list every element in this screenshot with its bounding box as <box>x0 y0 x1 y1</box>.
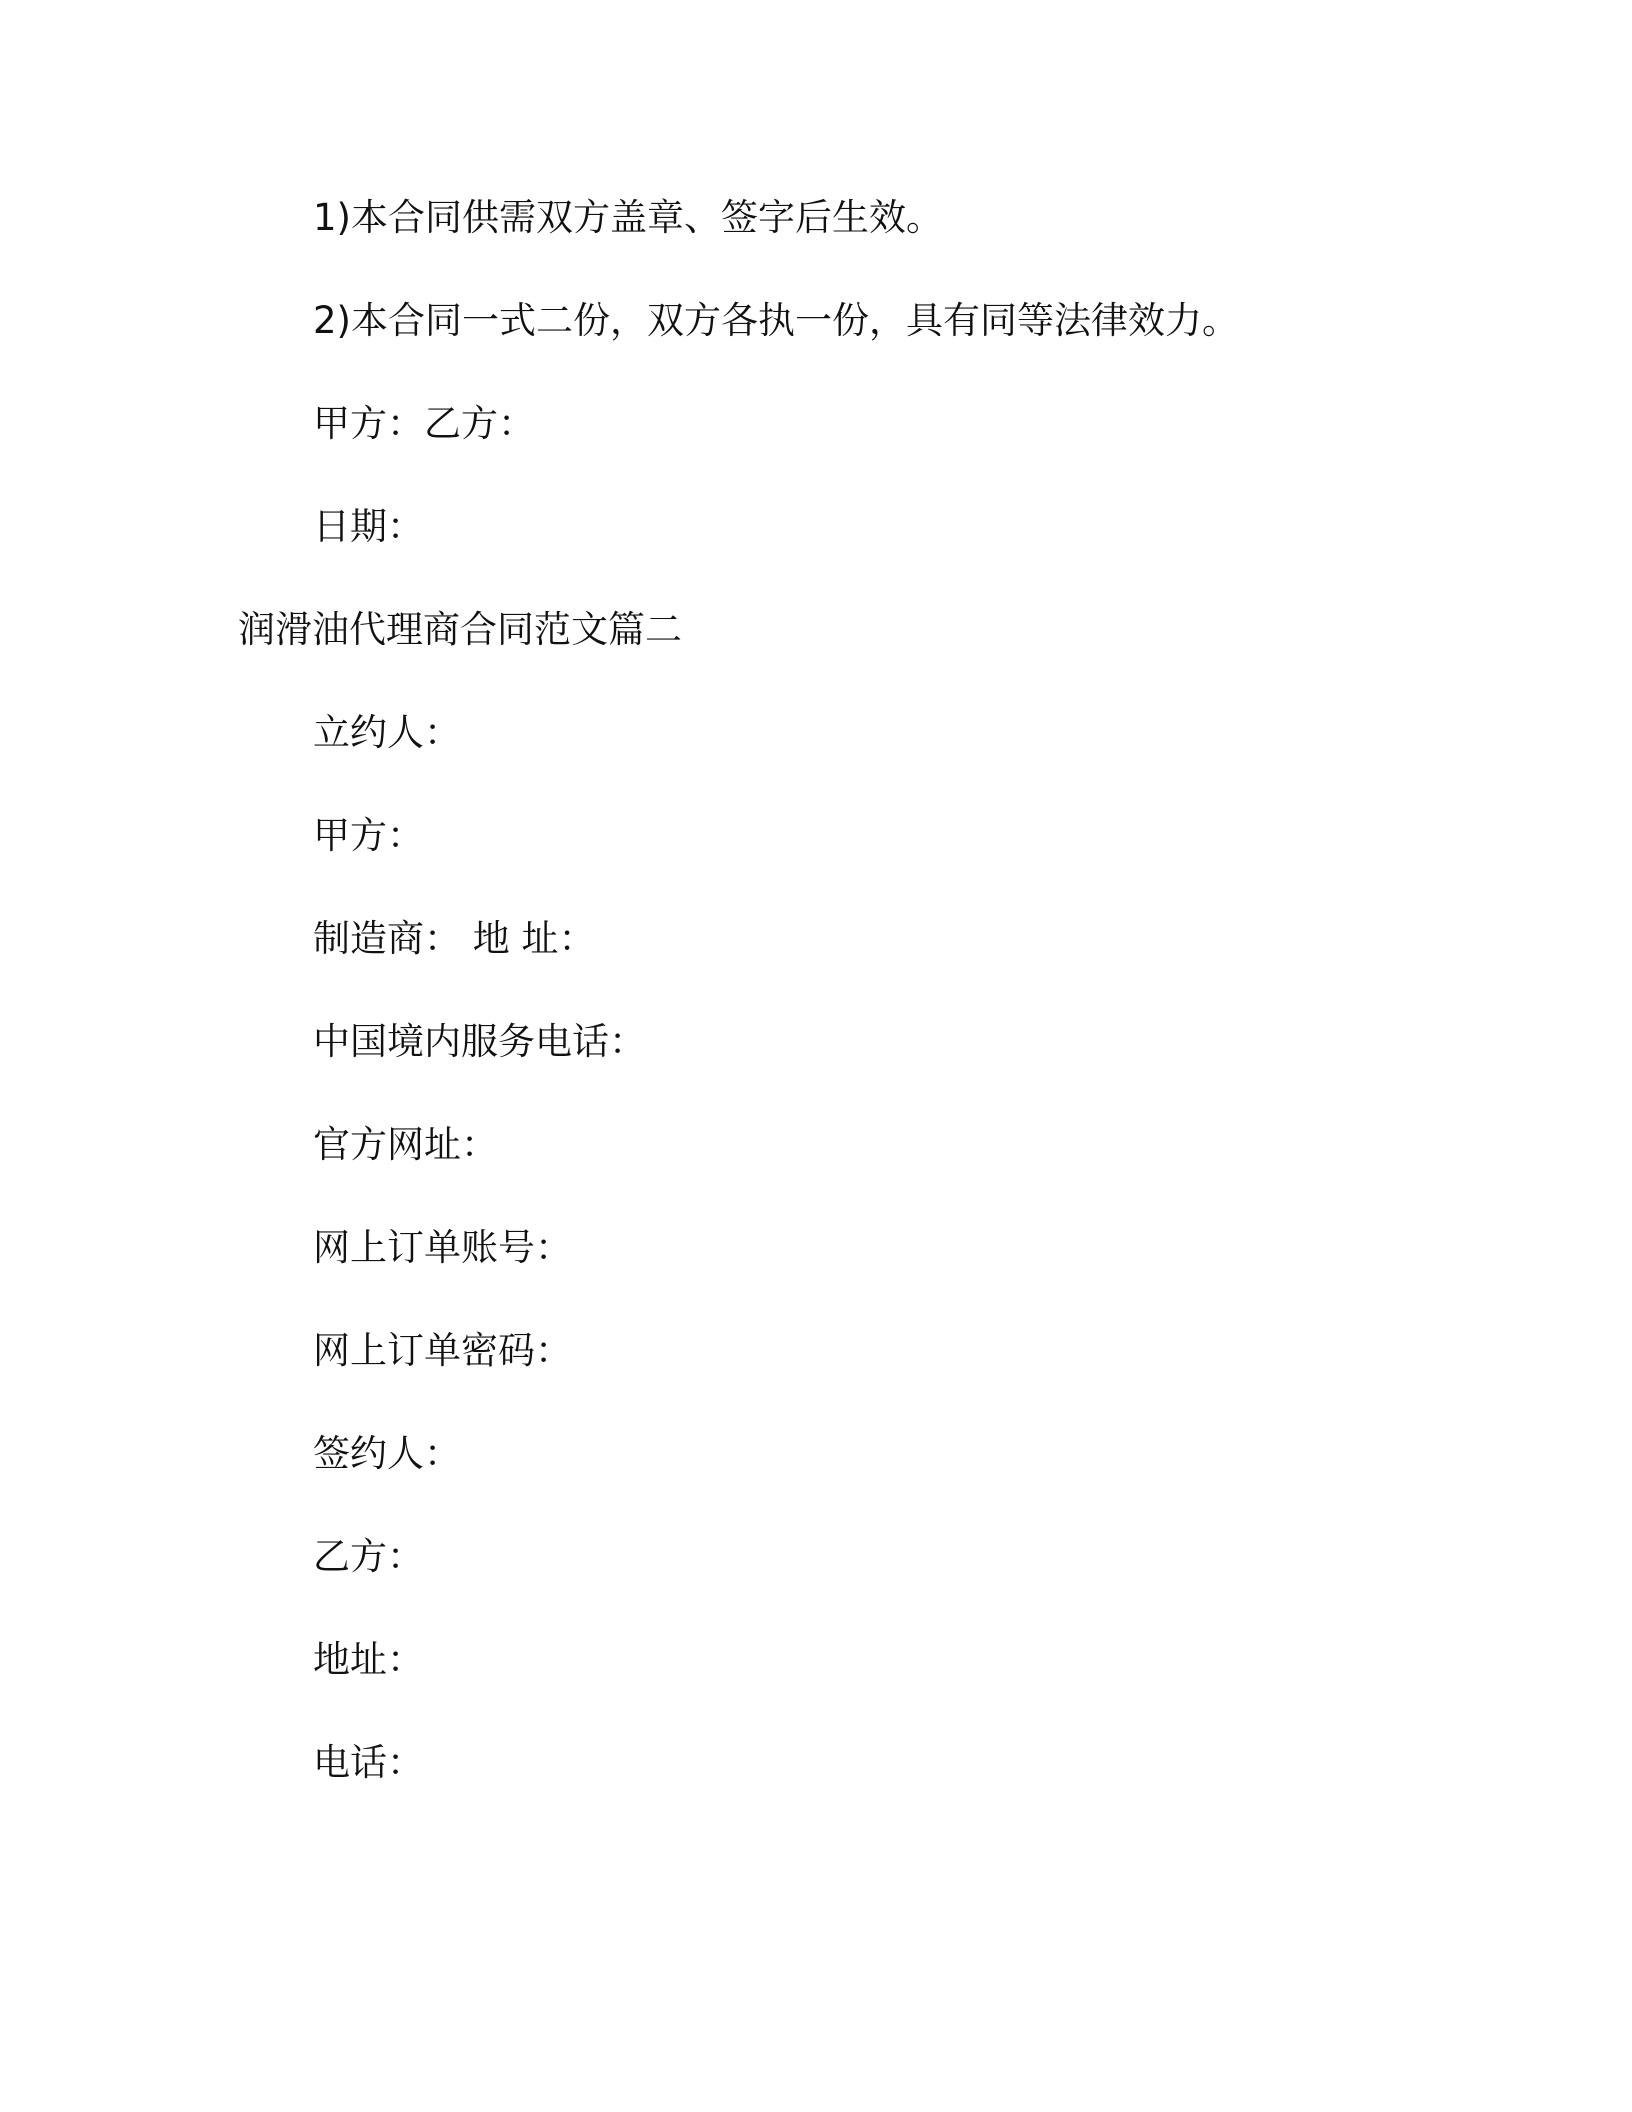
manufacturer-address-field: 制造商： 地 址： <box>313 917 596 960</box>
clause-copies: 2)本合同一式二份，双方各执一份，具有同等法律效力。 <box>313 299 1239 342</box>
section-heading: 润滑油代理商合同范文篇二 <box>238 608 682 651</box>
signatory-field: 签约人： <box>313 1432 461 1475</box>
online-order-password-field: 网上订单密码： <box>313 1329 572 1372</box>
party-a-field: 甲方： <box>313 814 424 857</box>
contracting-party-field: 立约人： <box>313 711 461 754</box>
china-service-phone-field: 中国境内服务电话： <box>313 1020 646 1063</box>
official-website-field: 官方网址： <box>313 1123 498 1166</box>
online-order-account-field: 网上订单账号： <box>313 1226 572 1269</box>
clause-effective: 1)本合同供需双方盖章、签字后生效。 <box>313 196 943 239</box>
phone-field: 电话： <box>313 1741 424 1784</box>
party-b-field: 乙方： <box>313 1535 424 1578</box>
signature-parties-line: 甲方：乙方： <box>313 402 535 445</box>
date-line: 日期： <box>313 505 424 548</box>
address-field: 地址： <box>313 1638 424 1681</box>
